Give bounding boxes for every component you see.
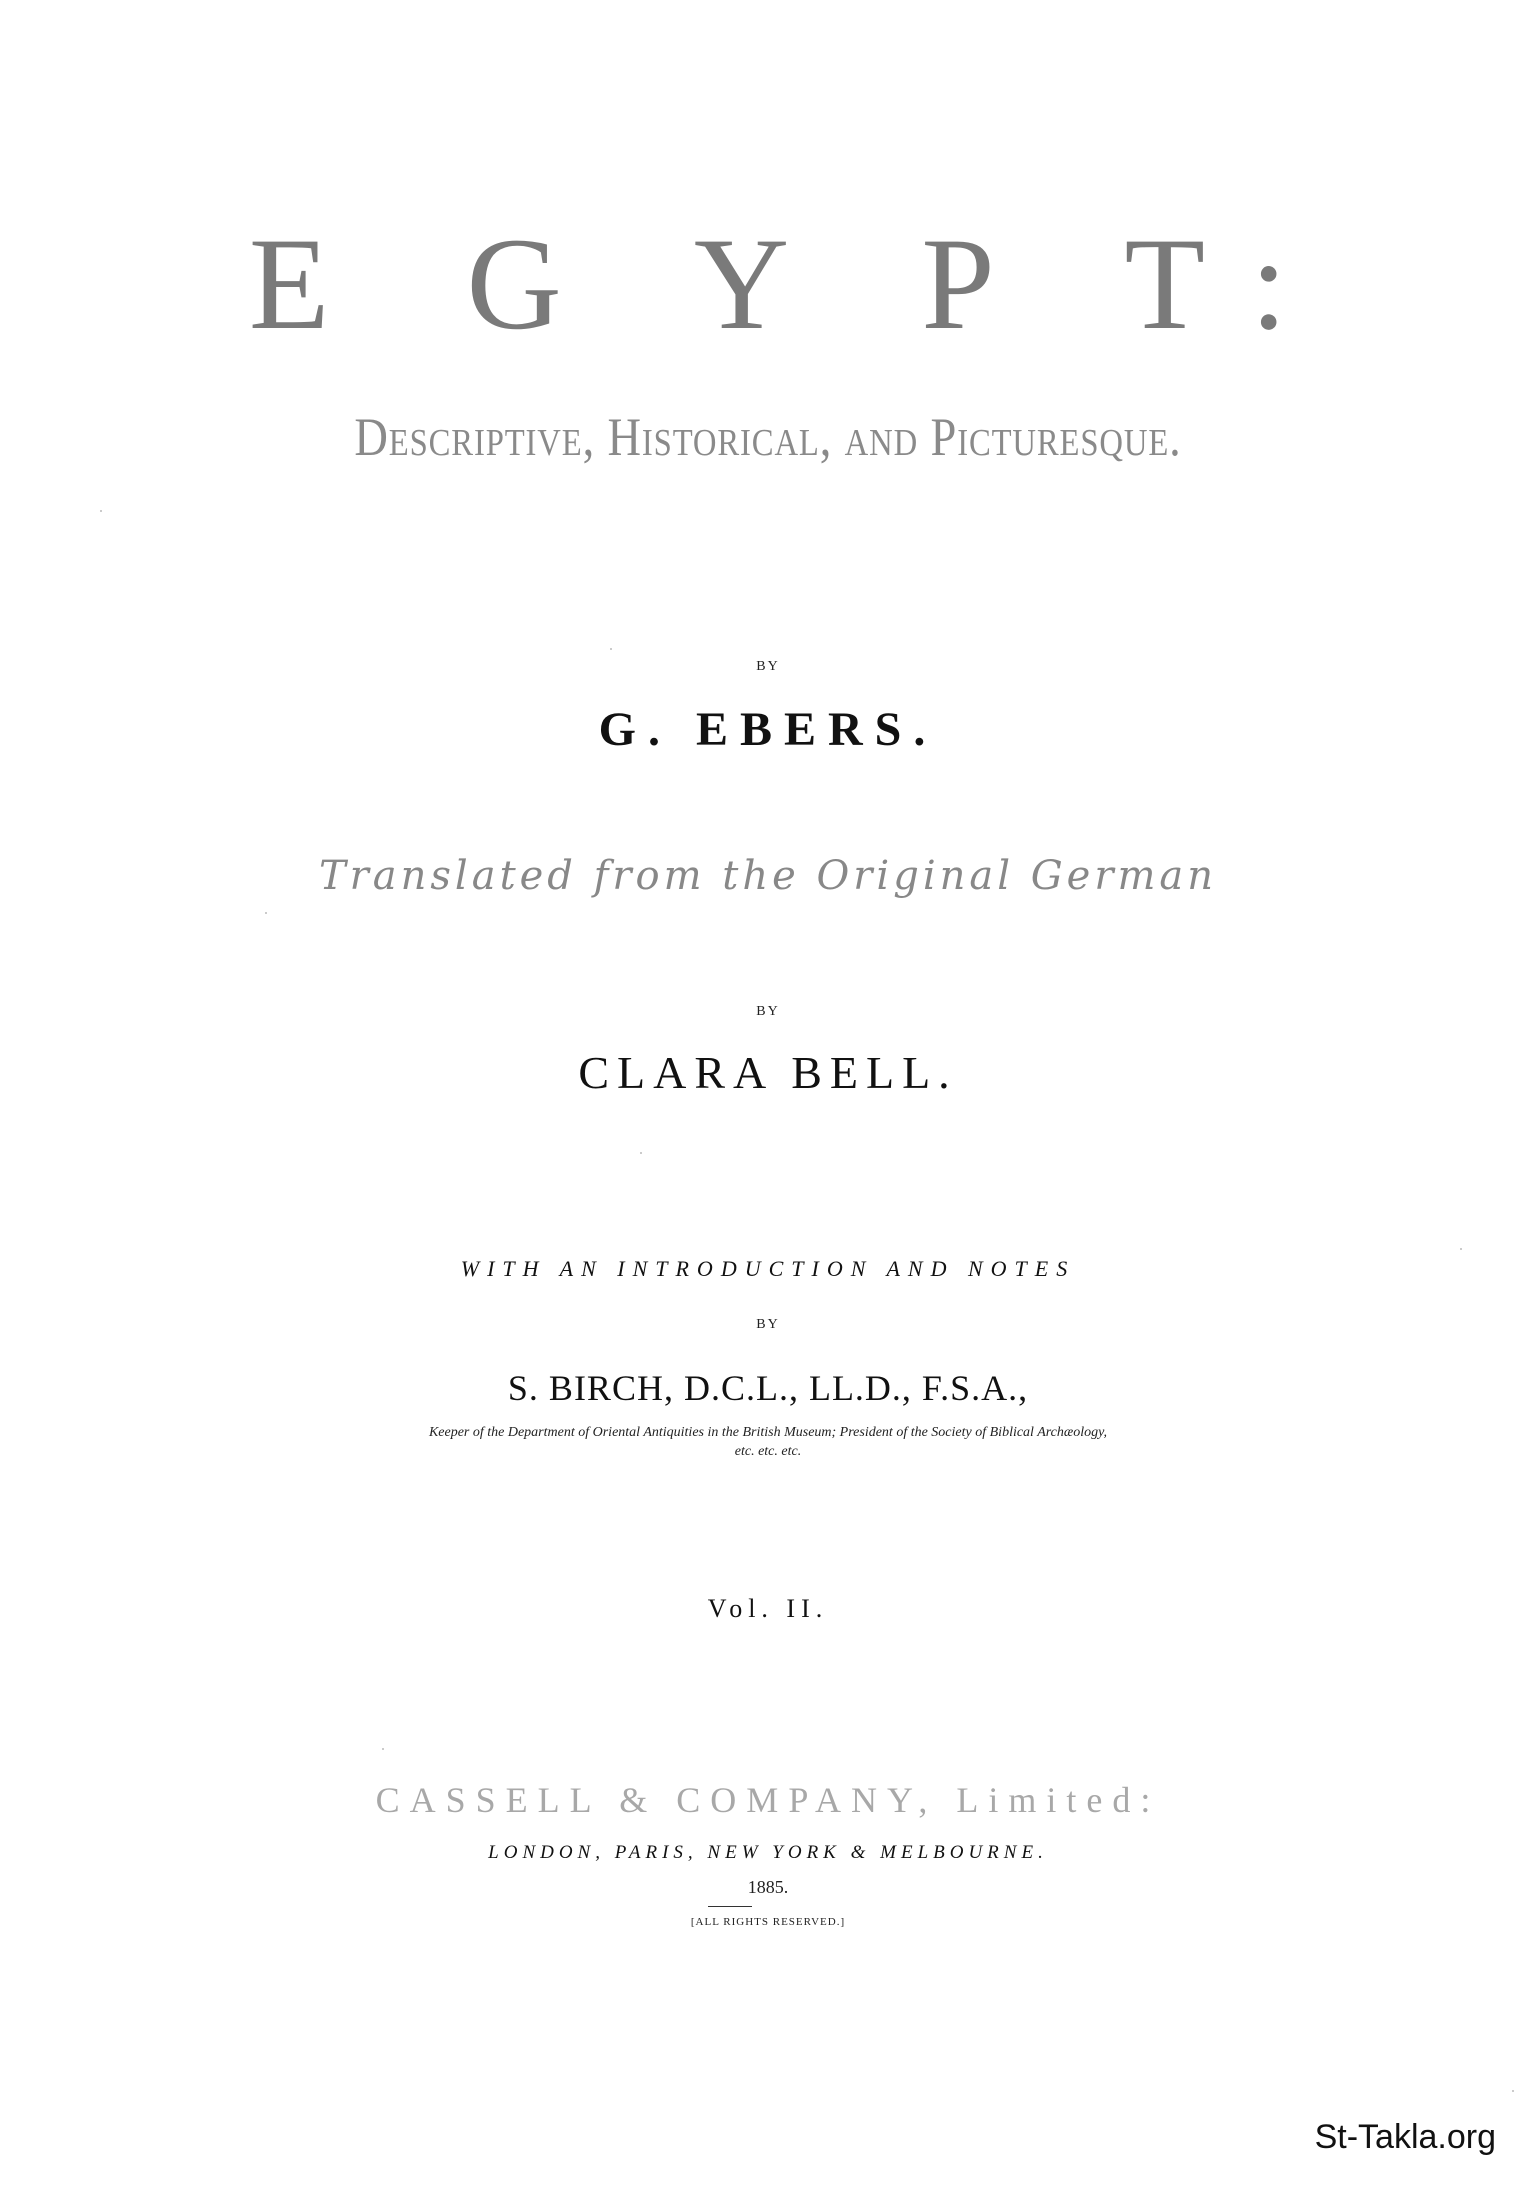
author-name: G. EBERS. [598,703,938,756]
publication-year: 1885. [747,1877,789,1897]
book-title: E G Y P T: [248,210,1340,357]
paper-speck [640,1152,642,1154]
translator-name: CLARA BELL. [578,1047,958,1098]
volume-number: Vol. II. [707,1594,829,1623]
rights-notice: [ALL RIGHTS RESERVED.] [690,1916,846,1928]
editor-description: Keeper of the Department of Oriental Antiquities in the British Museum; President of the Society of Biblical Archæology, [428,1425,1108,1440]
publisher-cities: LONDON, PARIS, NEW YORK & MELBOURNE. [488,1842,1048,1863]
paper-speck [1460,1248,1462,1250]
paper-speck [382,1748,384,1750]
paper-speck [1512,2090,1514,2092]
editor-name: S. BIRCH, D.C.L., LL.D., F.S.A., [507,1368,1029,1408]
by-label-author: BY [756,659,780,674]
by-label-editor: BY [756,1317,780,1332]
book-subtitle: Descriptive, Historical, and Picturesque. [354,407,1182,467]
by-label-translator: BY [756,1004,780,1019]
translated-from-line: Translated from the Original German [318,853,1218,899]
editor-description-etc: etc. etc. etc. [734,1444,802,1459]
paper-speck [610,648,612,650]
introduction-line: WITH AN INTRODUCTION AND NOTES [460,1256,1076,1281]
publisher-name: CASSELL & COMPANY, Limited: [375,1780,1161,1820]
paper-speck [100,510,102,512]
watermark-logo: St-Takla.org [1314,2118,1496,2156]
paper-speck [265,912,267,914]
divider-rule [708,1906,752,1907]
